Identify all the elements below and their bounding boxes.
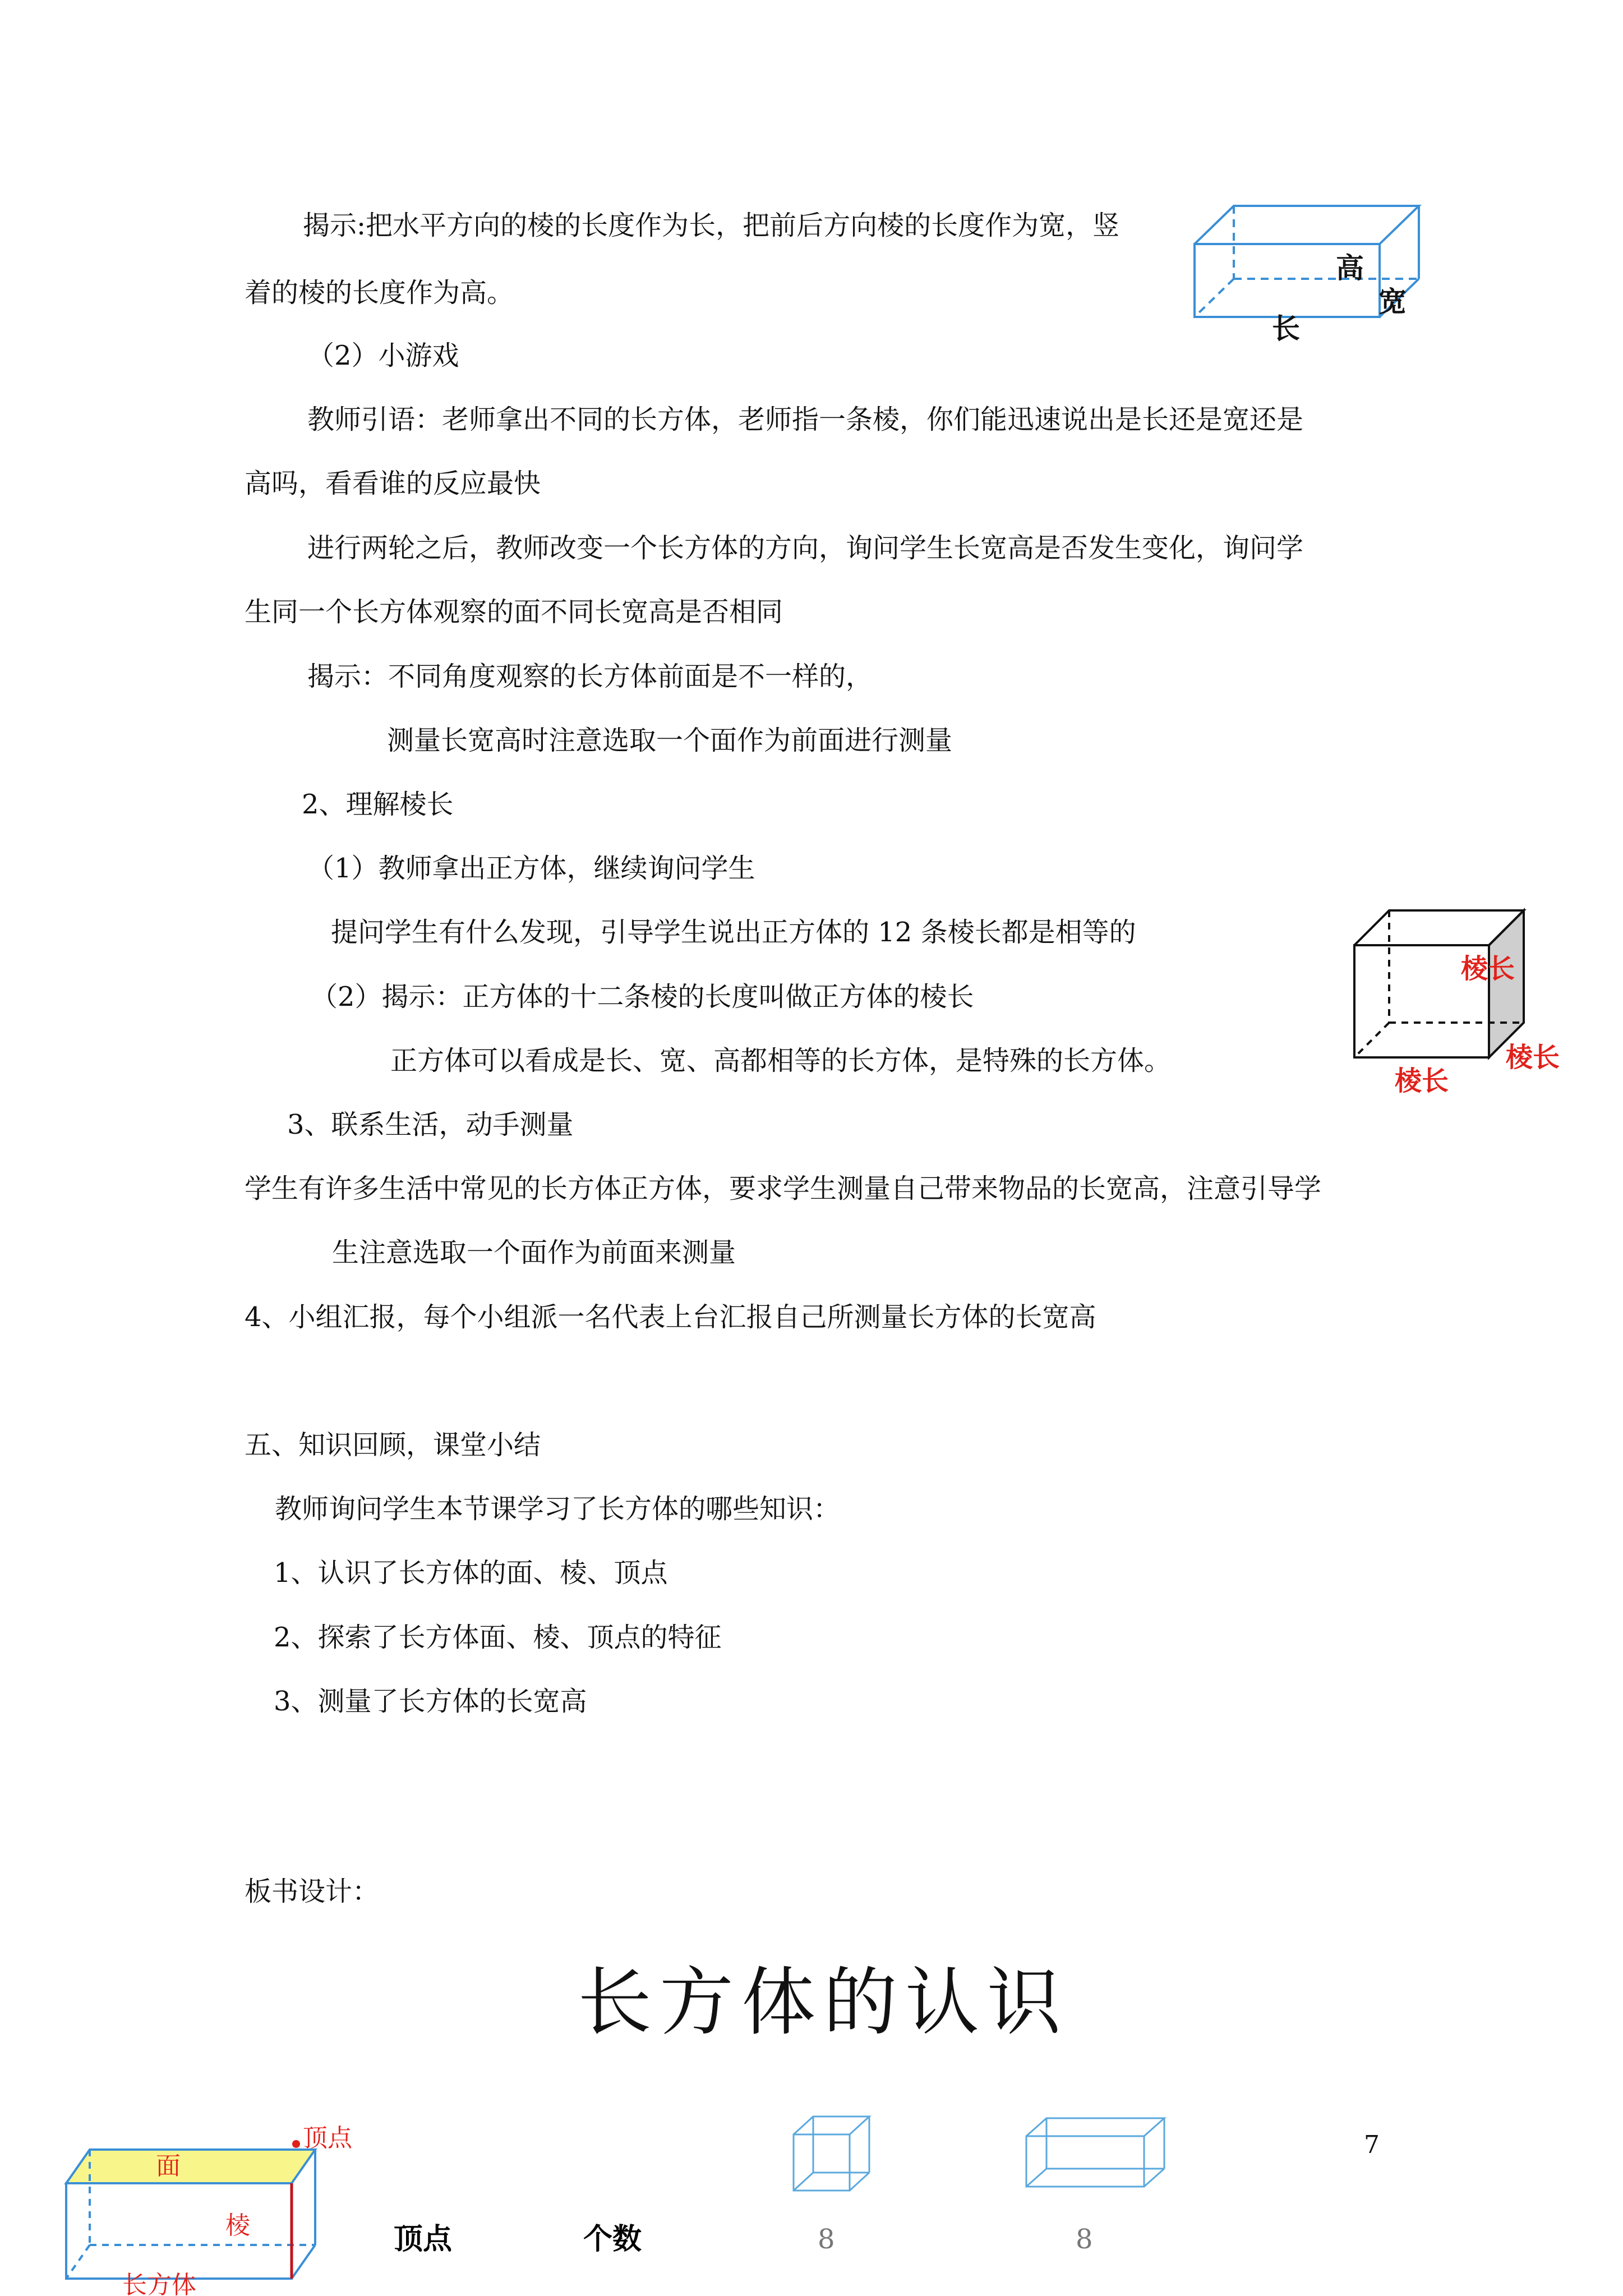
text-line: 揭示:把水平方向的棱的长度作为长，把前后方向棱的长度作为宽，竖 [303, 210, 1120, 241]
cuboid-length-width-height-figure [1183, 199, 1447, 345]
vertex-label: 顶点 [303, 2124, 352, 2152]
text-line: 测量长宽高时注意选取一个面作为前面进行测量 [387, 725, 953, 756]
edge-label: 棱 [225, 2211, 250, 2240]
width-label: 宽 [1378, 286, 1407, 318]
text-line: 2、探索了长方体面、棱、顶点的特征 [274, 1622, 722, 1653]
text-line: 进行两轮之后，教师改变一个长方体的方向，询问学生长宽高是否发生变化，询问学 [307, 532, 1304, 564]
text-line: 高吗，看看谁的反应最快 [245, 468, 541, 499]
edge-length-label: 棱长 [1506, 1042, 1560, 1073]
text-line: 教师引语：老师拿出不同的长方体，老师指一条棱，你们能迅速说出是长还是宽还是 [307, 404, 1304, 435]
section-heading: 五、知识回顾，课堂小结 [245, 1429, 541, 1461]
cuboid-icon [1021, 2115, 1172, 2193]
length-label: 长 [1272, 312, 1300, 345]
cuboid-name-label: 长方体 [122, 2271, 196, 2296]
board-cuboid-figure [56, 2115, 393, 2296]
text-line: 提问学生有什么发现，引导学生说出正方体的 12 条棱长都是相等的 [331, 917, 1136, 948]
text-line: 4、小组汇报，每个小组派一名代表上台汇报自己所测量长方体的长宽高 [245, 1301, 1096, 1333]
text-line: （2）揭示：正方体的十二条棱的长度叫做正方体的棱长 [311, 981, 974, 1013]
board-title: 长方体的认识 [578, 1959, 1069, 2046]
text-line: （2）小游戏 [307, 340, 459, 371]
text-line: 着的棱的长度作为高。 [245, 277, 514, 309]
cuboid-vertex-count: 8 [1076, 2224, 1093, 2255]
text-line: 2、理解棱长 [302, 789, 454, 820]
text-line: 1、认识了长方体的面、棱、顶点 [274, 1557, 668, 1589]
text-line: 板书设计： [245, 1876, 380, 1907]
edge-length-label: 棱长 [1395, 1065, 1449, 1097]
cube-icon [788, 2112, 878, 2196]
height-label: 高 [1336, 252, 1364, 284]
text-line: 3、测量了长方体的长宽高 [274, 1686, 587, 1717]
edge-length-label: 棱长 [1461, 953, 1515, 984]
text-line: 3、联系生活，动手测量 [287, 1109, 574, 1140]
table-column-header: 个数 [583, 2223, 642, 2256]
page-number: 7 [1364, 2131, 1380, 2159]
cube-edge-length-figure [1349, 900, 1584, 1102]
text-line: （1）教师拿出正方体，继续询问学生 [307, 853, 755, 884]
text-line: 学生有许多生活中常见的长方体正方体，要求学生测量自己带来物品的长宽高，注意引导学 [245, 1173, 1322, 1204]
text-line: 揭示：不同角度观察的长方体前面是不一样的， [307, 661, 873, 692]
text-line: 生同一个长方体观察的面不同长宽高是否相同 [245, 596, 783, 628]
text-line: 正方体可以看成是长、宽、高都相等的长方体，是特殊的长方体。 [390, 1045, 1172, 1076]
cube-vertex-count: 8 [818, 2224, 835, 2255]
text-line: 教师询问学生本节课学习了长方体的哪些知识： [275, 1493, 841, 1525]
face-label: 面 [156, 2152, 181, 2180]
text-line: 生注意选取一个面作为前面来测量 [332, 1237, 736, 1268]
table-row-header: 顶点 [394, 2223, 453, 2256]
